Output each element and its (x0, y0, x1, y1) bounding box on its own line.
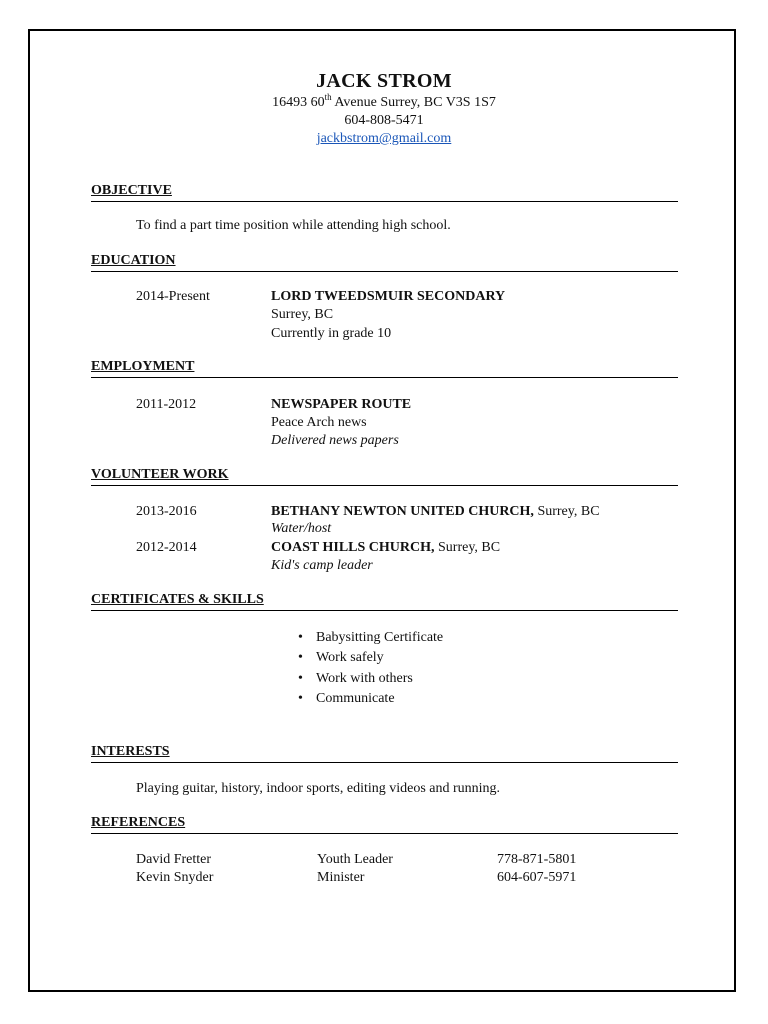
employment-detail: Delivered news papers (271, 433, 399, 448)
section-heading-skills (91, 592, 678, 611)
resume-name: JACK STROM (316, 70, 452, 92)
volunteer-role: Kid's camp leader (271, 558, 373, 573)
list-item: • Work with others (298, 671, 443, 691)
volunteer-role: Water/host (271, 521, 332, 536)
volunteer-org: BETHANY NEWTON UNITED CHURCH, (271, 504, 534, 519)
reference-name: Kevin Snyder (136, 870, 214, 885)
list-item: • Babysitting Certificate (298, 630, 443, 650)
address-number: 16493 60 (272, 95, 325, 110)
volunteer-location: Surrey, BC (434, 540, 501, 555)
list-item: • Work safely (298, 650, 443, 670)
section-heading-employment (91, 359, 678, 378)
skills-heading-text: CERTIFICATES & SKILLS (91, 592, 264, 607)
address-ordinal: th (324, 92, 332, 102)
volunteer-org-line (271, 540, 500, 556)
email-link[interactable]: jackbstrom@gmail.com (316, 131, 452, 146)
education-heading-text: EDUCATION (91, 253, 176, 268)
volunteer-org-line (271, 504, 600, 520)
reference-phone: 778-871-5801 (497, 852, 577, 867)
reference-name: David Fretter (136, 852, 212, 867)
volunteer-org: COAST HILLS CHURCH, (271, 540, 435, 555)
employment-dates: 2011-2012 (136, 397, 197, 412)
education-school: LORD TWEEDSMUIR SECONDARY (271, 289, 506, 304)
volunteer-heading-text: VOLUNTEER WORK (91, 467, 229, 482)
employment-heading-text: EMPLOYMENT (91, 359, 195, 374)
volunteer-dates: 2012-2014 (136, 540, 197, 555)
interests-text: Playing guitar, history, indoor sports, editing videos and running. (136, 781, 501, 796)
section-heading-education (91, 253, 678, 272)
reference-role: Youth Leader (317, 852, 393, 867)
education-dates: 2014-Present (136, 289, 210, 304)
address-street: Avenue Surrey, BC V3S 1S7 (331, 95, 496, 110)
reference-phone: 604-607-5971 (497, 870, 577, 885)
section-heading-interests (91, 744, 678, 763)
phone-number: 604-808-5471 (344, 113, 424, 128)
references-heading-text: REFERENCES (91, 815, 186, 830)
section-heading-references (91, 815, 678, 834)
education-detail: Currently in grade 10 (271, 326, 392, 341)
reference-role: Minister (317, 870, 365, 885)
interests-heading-text: INTERESTS (91, 744, 170, 759)
address (0, 92, 768, 111)
section-heading-objective (91, 183, 678, 202)
email-line (0, 131, 768, 147)
list-item: • Communicate (298, 691, 443, 711)
objective-heading-text: OBJECTIVE (91, 183, 172, 198)
education-location: Surrey, BC (271, 307, 334, 322)
objective-text: To find a part time position while attending high school. (136, 218, 451, 233)
volunteer-dates: 2013-2016 (136, 504, 197, 519)
skills-list (298, 630, 443, 711)
employment-title: NEWSPAPER ROUTE (271, 397, 412, 412)
section-heading-volunteer (91, 467, 678, 486)
employment-company: Peace Arch news (271, 415, 367, 430)
volunteer-location: Surrey, BC (533, 504, 600, 519)
